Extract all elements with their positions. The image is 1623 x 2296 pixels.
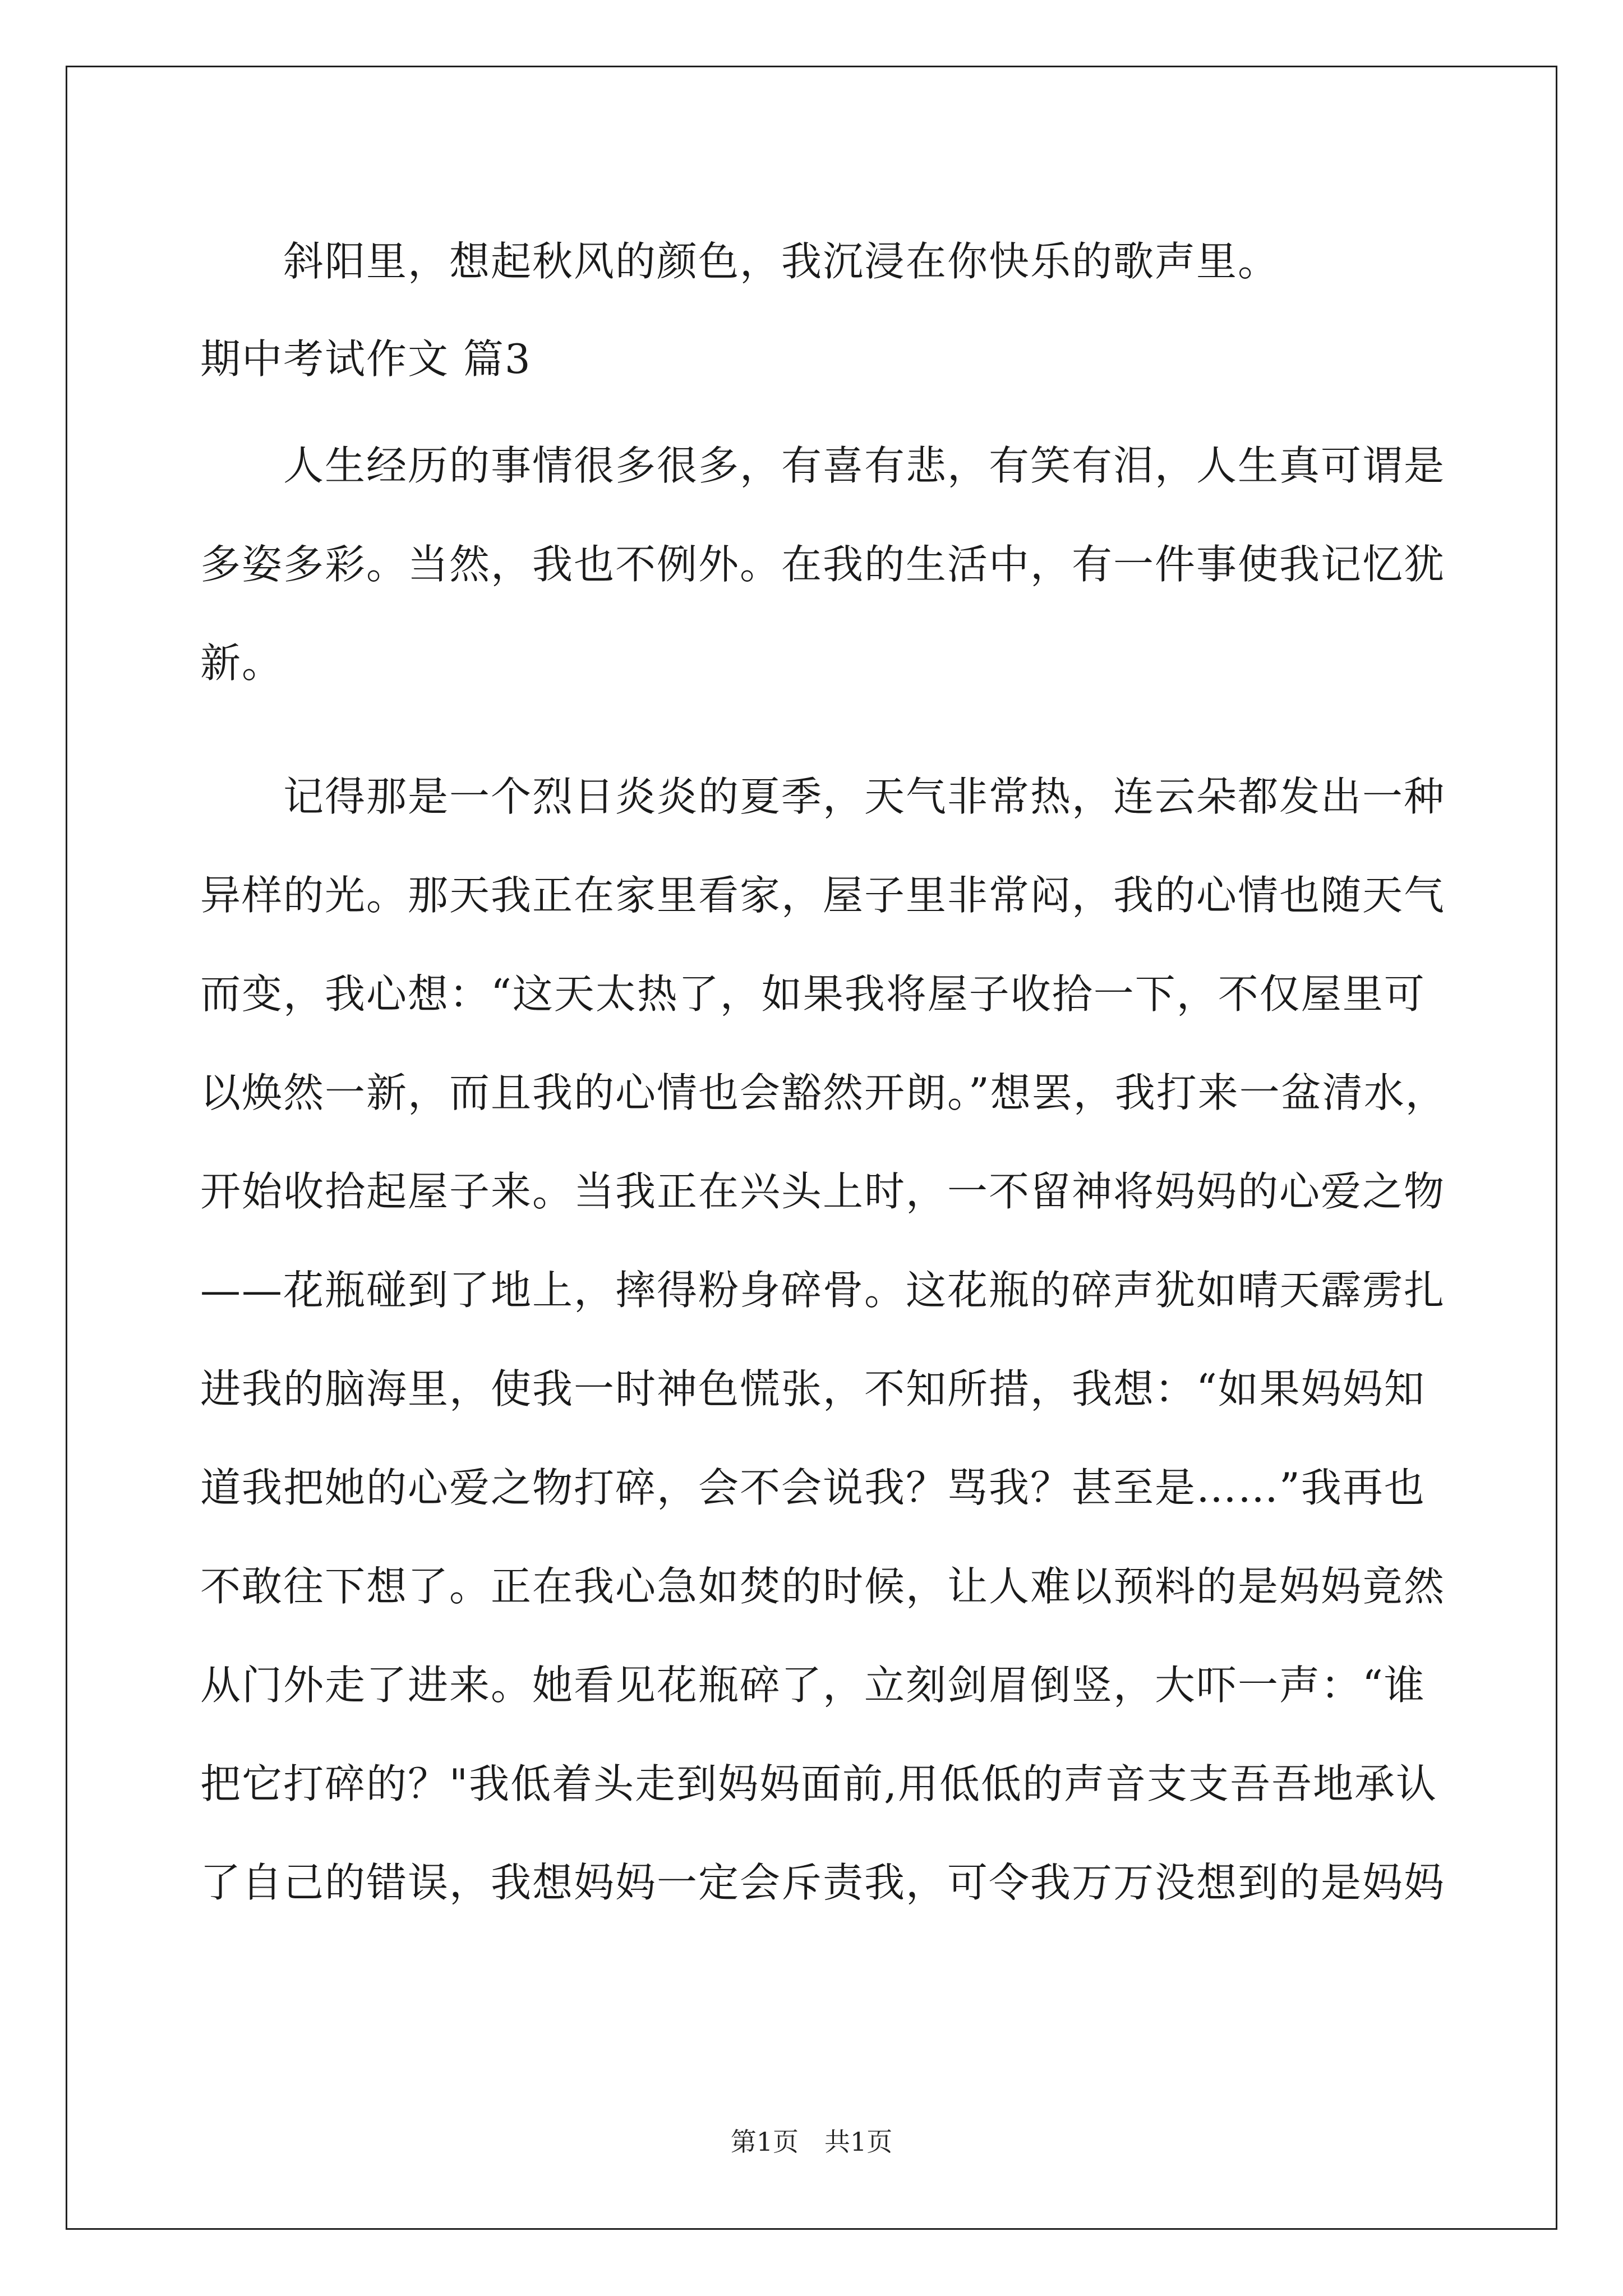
text-line: 从门外走了进来。她看见花瓶碎了，立刻剑眉倒竖，大吓一声：“谁 <box>200 1662 1426 1709</box>
text-line: 道我把她的心爱之物打碎，会不会说我？骂我？甚至是……”我再也 <box>200 1464 1426 1511</box>
text-line: 进我的脑海里，使我一时神色慌张，不知所措，我想：“如果妈妈知 <box>200 1365 1426 1412</box>
text-line: 斜阳里，想起秋风的颜色，我沉浸在你快乐的歌声里。 <box>283 238 1280 285</box>
text-line: 以焕然一新，而且我的心情也会豁然开朗。”想罢，我打来一盆清水， <box>200 1069 1447 1116</box>
text-line: 把它打碎的？"我低着头走到妈妈面前,用低低的声音支支吾吾地承认 <box>200 1760 1438 1807</box>
text-line: 异样的光。那天我正在家里看家，屋子里非常闷，我的心情也随天气 <box>200 872 1446 919</box>
text-line: 人生经历的事情很多很多，有喜有悲，有笑有泪，人生真可谓是 <box>283 442 1446 489</box>
text-line: 多姿多彩。当然，我也不例外。在我的生活中，有一件事使我记忆犹 <box>200 541 1446 588</box>
text-line: 不敢往下想了。正在我心急如焚的时候，让人难以预料的是妈妈竟然 <box>200 1563 1446 1610</box>
text-line: ——花瓶碰到了地上，摔得粉身碎骨。这花瓶的碎声犹如晴天霹雳扎 <box>200 1267 1446 1314</box>
text-line: 新。 <box>200 639 284 687</box>
text-line: 了自己的错误，我想妈妈一定会斥责我，可令我万万没想到的是妈妈 <box>200 1859 1446 1906</box>
text-line: 而变，我心想：“这天太热了，如果我将屋子收拾一下，不仅屋里可 <box>200 970 1426 1018</box>
text-line: 记得那是一个烈日炎炎的夏季，天气非常热，连云朵都发出一种 <box>283 773 1446 820</box>
page-number: 第1页 共1页 <box>730 2127 893 2157</box>
text-line: 开始收拾起屋子来。当我正在兴头上时，一不留神将妈妈的心爱之物 <box>200 1168 1446 1215</box>
section-heading: 期中考试作文 篇3 <box>200 335 532 383</box>
